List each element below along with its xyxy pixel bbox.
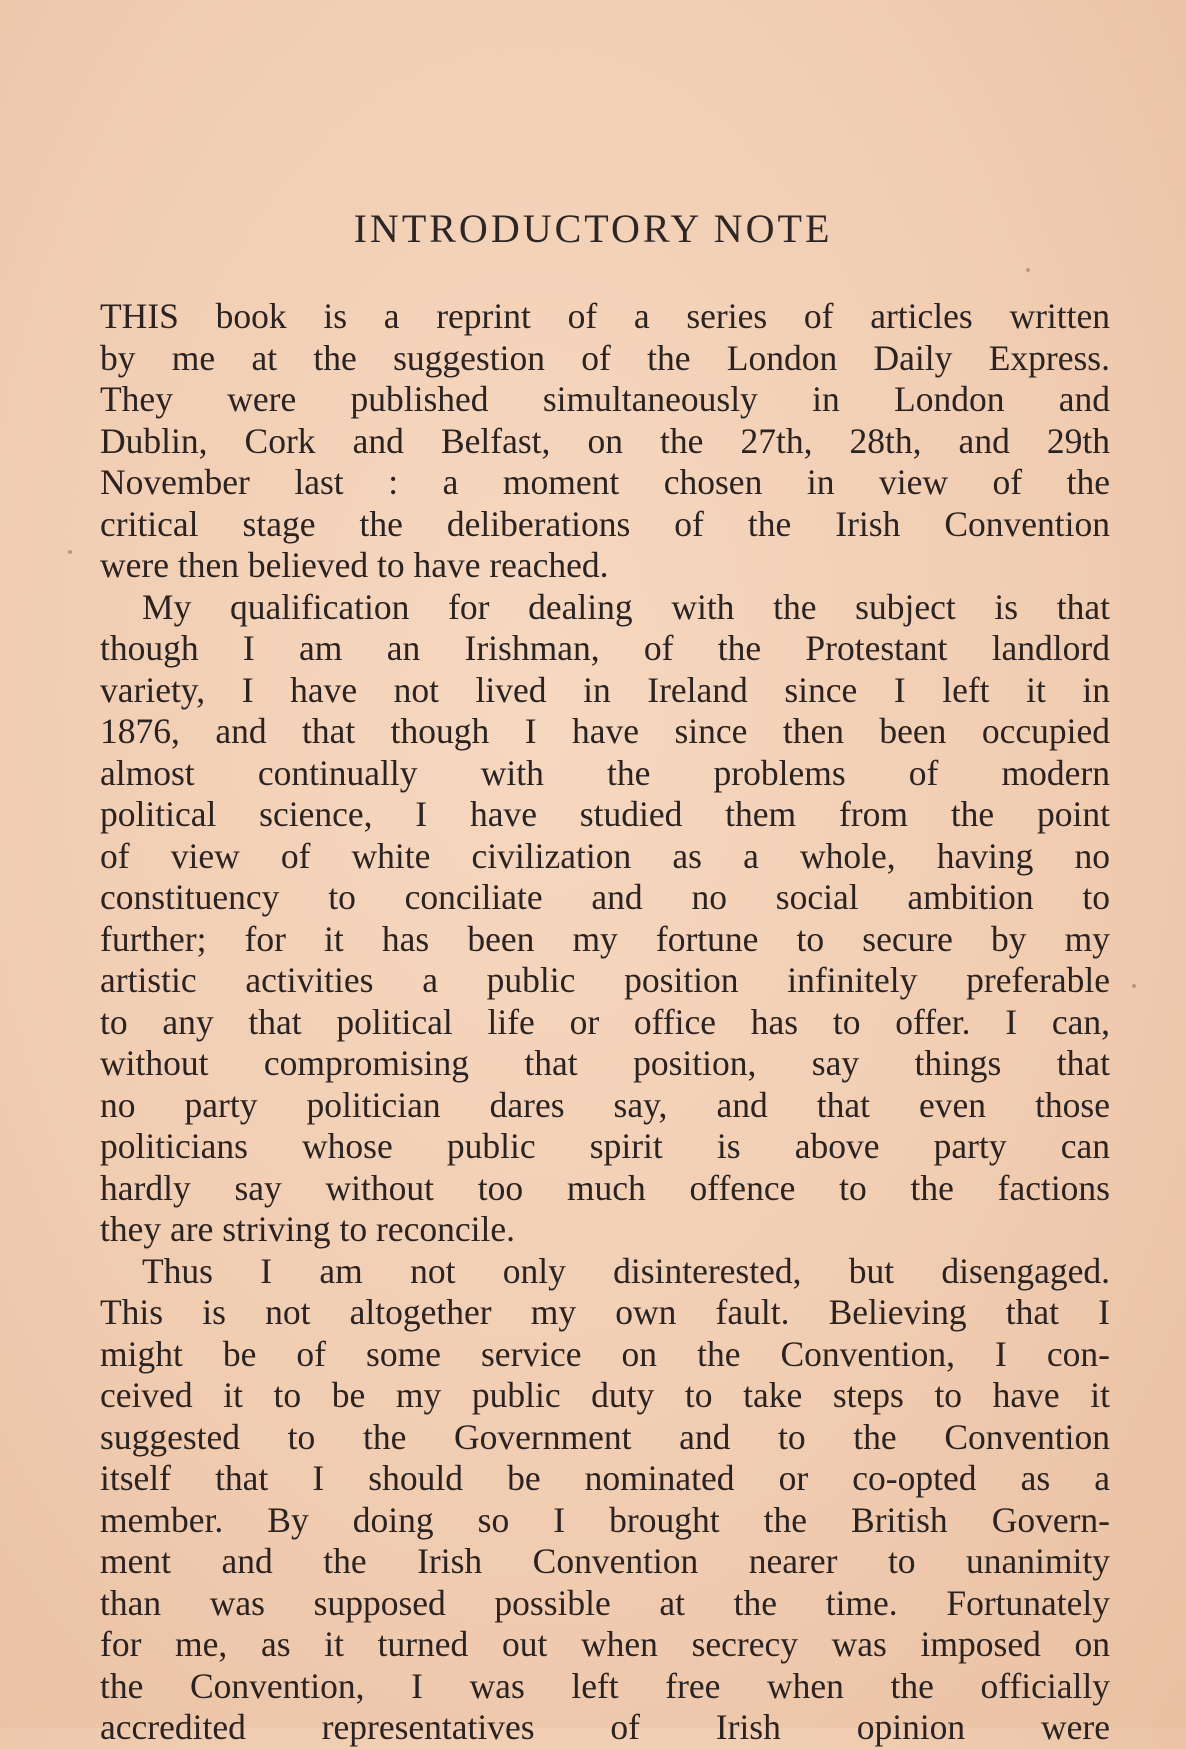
text-line: political science, I have studied them from the point: [100, 794, 1110, 834]
text-line: to any that political life or office has to offer. I can,: [100, 1001, 1110, 1042]
text-line: though I am an Irishman, of the Protestant landlord: [100, 628, 1110, 668]
body-text: [100, 296, 1110, 1749]
text-line: for me, as it turned out when secrecy was imposed on: [100, 1624, 1110, 1664]
text-line: Dublin, Cork and Belfast, on the 27th, 28th, and 29th: [100, 420, 1110, 461]
text-line: ment and the Irish Convention nearer to unanimity: [100, 1541, 1110, 1581]
text-line: might be of some service on the Convention, I con-: [100, 1333, 1110, 1374]
text-line: member. By doing so I brought the British Govern-: [100, 1499, 1110, 1540]
text-line: ceived it to be my public duty to take steps to have it: [100, 1375, 1110, 1415]
paragraph-3: [100, 1251, 1110, 1749]
paragraph-1: [100, 296, 1110, 587]
text-line: accredited representatives of Irish opinion were: [100, 1707, 1110, 1747]
text-line: artistic activities a public position infinitely preferable: [100, 960, 1110, 1000]
text-line: almost continually with the problems of modern: [100, 752, 1110, 793]
text-line: critical stage the deliberations of the Irish Convention: [100, 503, 1110, 544]
text-line: they are striving to reconcile.: [100, 1209, 515, 1249]
text-line: than was supposed possible at the time. Fortunately: [100, 1582, 1110, 1623]
page-heading: INTRODUCTORY NOTE: [353, 206, 833, 251]
paper-speck: [1026, 268, 1030, 272]
text-line: Thus I am not only disinterested, but disengaged.: [142, 1250, 1110, 1291]
paper-speck: [1132, 984, 1136, 988]
text-line: November last : a moment chosen in view of the: [100, 462, 1110, 502]
text-line: hardly say without too much offence to the factions: [100, 1167, 1110, 1208]
text-line: 1876, and that though I have since then been occupied: [100, 711, 1110, 751]
text-line: constituency to conciliate and no social ambition to: [100, 877, 1110, 917]
text-line: They were published simultaneously in London and: [100, 379, 1110, 419]
text-line: further; for it has been my fortune to secure by my: [100, 918, 1110, 959]
text-line: My qualification for dealing with the subject is that: [142, 586, 1110, 627]
text-line: without compromising that position, say things that: [100, 1043, 1110, 1083]
paragraph-2: [100, 587, 1110, 1251]
text-line: suggested to the Government and to the Convention: [100, 1416, 1110, 1457]
paper-speck: [68, 550, 72, 554]
text-line: THIS book is a reprint of a series of articles written: [100, 296, 1110, 336]
text-line: itself that I should be nominated or co-opted as a: [100, 1458, 1110, 1498]
text-line: by me at the suggestion of the London Daily Express.: [100, 337, 1110, 378]
text-line: of view of white civilization as a whole, having no: [100, 835, 1110, 876]
text-line: This is not altogether my own fault. Believing that I: [100, 1292, 1110, 1332]
text-line: no party politician dares say, and that even those: [100, 1084, 1110, 1125]
text-line: variety, I have not lived in Ireland since I left it in: [100, 669, 1110, 710]
text-line: were then believed to have reached.: [100, 545, 609, 585]
text-line: politicians whose public spirit is above party can: [100, 1126, 1110, 1166]
text-line: the Convention, I was left free when the officially: [100, 1665, 1110, 1706]
